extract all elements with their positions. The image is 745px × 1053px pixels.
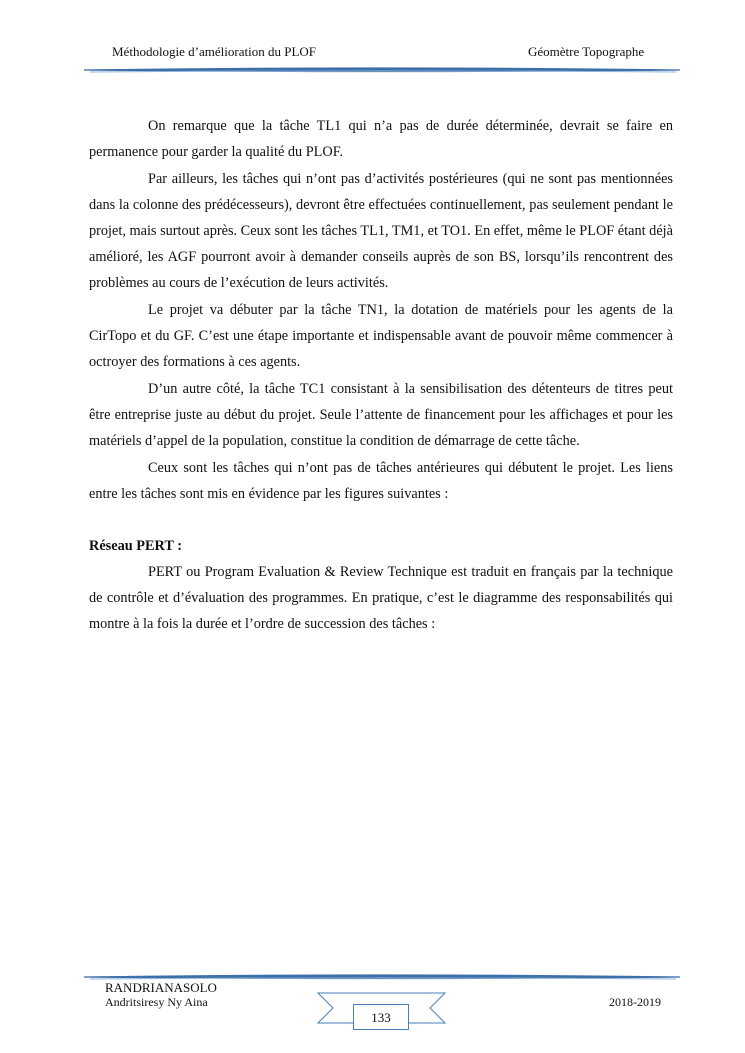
paragraph-tn1: Le projet va débuter par la tâche TN1, la dotation de matériels pour les agents de la CirTopo et du GF. C’est une étape importante et indispensable avant de pouvoir même commencer à octroyer des formations à ces agents. <box>89 302 673 370</box>
paragraph-tc1: D’un autre côté, la tâche TC1 consistant à la sensibilisation des détenteurs de titres peut être entreprise juste au début du projet. Seule l’attente de financement pour les affichages et pour les matériels d’appel de la population, constitue la condition de démarrage de cette tâche. <box>89 381 673 449</box>
paragraph-tl1: On remarque que la tâche TL1 qui n’a pas de durée déterminée, devrait se faire en permanence pour garder la qualité du PLOF. <box>89 118 673 160</box>
paragraph-pert: PERT ou Program Evaluation & Review Technique est traduit en français par la technique de contrôle et d’évaluation des programmes. En pratique, c’est le diagramme des responsabilités qui montre à la fois la durée et l’ordre de succession des tâches : <box>89 564 673 632</box>
paragraph-taches-continues: Par ailleurs, les tâches qui n’ont pas d’activités postérieures (qui ne sont pas mentionnées dans la colonne des prédécesseurs), devront être effectuées continuellement, pas seulement pendant le projet, mais surtout après. Ceux sont les tâches TL1, TM1, et TO1. En effet, même le PLOF étant déjà amélioré, les AGF pourront avoir à demander conseils auprès de son BS, lorsqu’ils rencontrent des problèmes au cours de l’exécution de leurs activités. <box>89 171 673 291</box>
header-subtitle: Géomètre Topographe <box>528 44 645 59</box>
footer-author-lastname: RANDRIANASOLO <box>105 980 217 995</box>
footer-author-firstname: Andritsiresy Ny Aina <box>105 995 208 1009</box>
page-body <box>89 113 673 638</box>
footer-year: 2018-2019 <box>609 995 661 1009</box>
section-heading-pert: Réseau PERT : <box>89 538 182 554</box>
paragraph-liens: Ceux sont les tâches qui n’ont pas de tâches antérieures qui débutent le projet. Les liens entre les tâches sont mis en évidence par les figures suivantes : <box>89 460 673 502</box>
page-number: 133 <box>353 1004 409 1030</box>
header-title: Méthodologie d’amélioration du PLOF <box>112 44 317 59</box>
